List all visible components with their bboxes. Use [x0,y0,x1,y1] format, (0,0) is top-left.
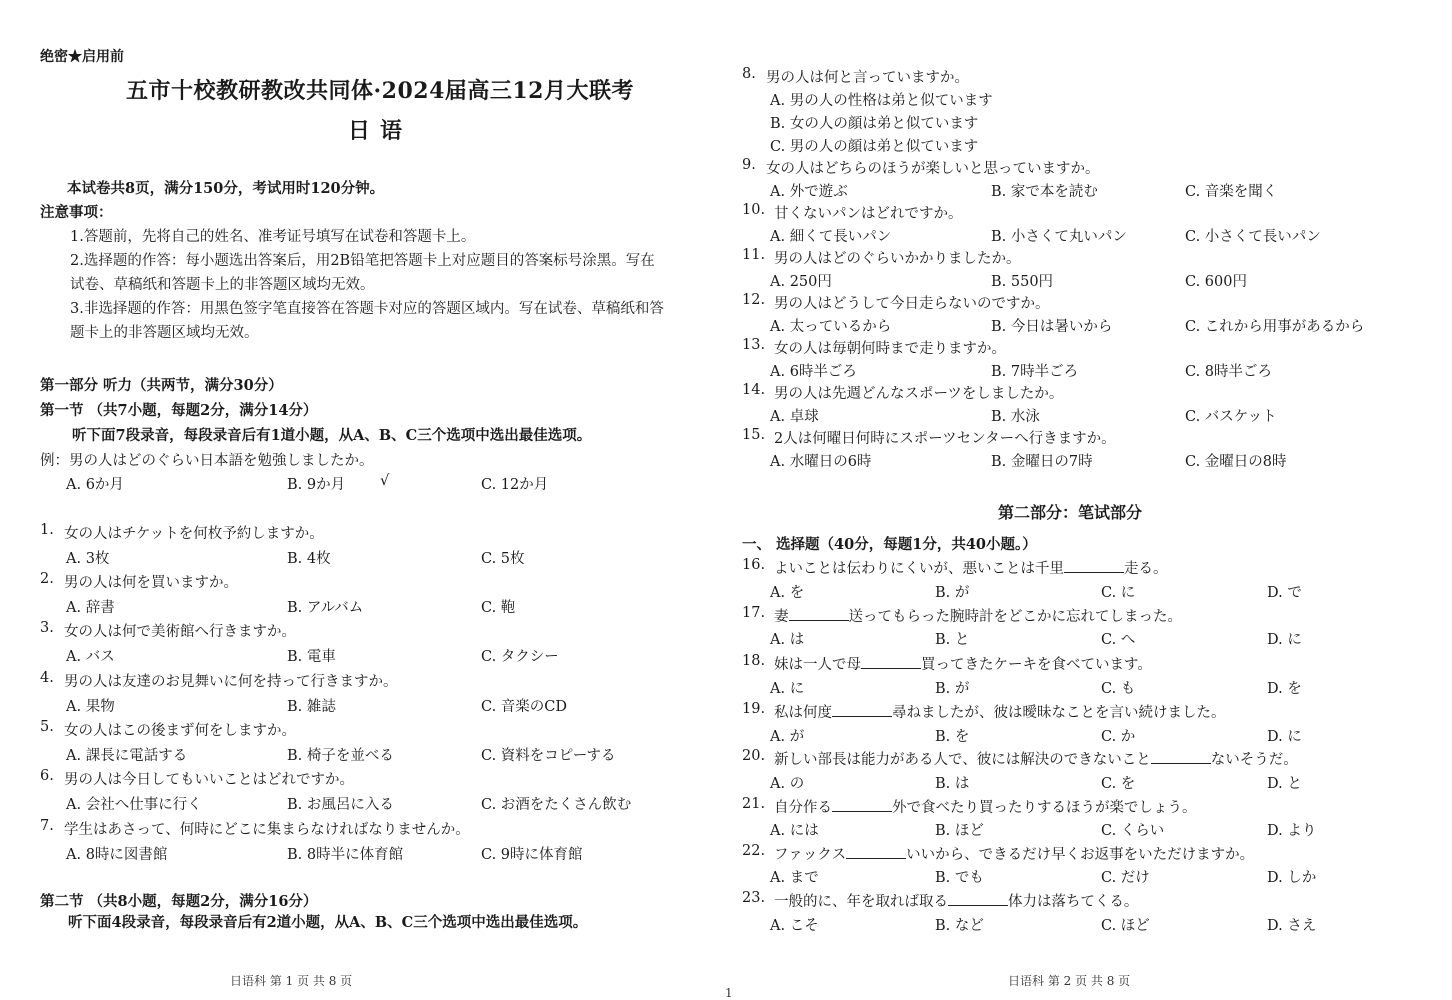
question-text: 男の人は今日してもいいことはどれですか。 [64,772,354,788]
example-question: 例：男の人はどのぐらい日本語を勉強しましたか。 [40,453,374,469]
part1-section2-instruction: 听下面4段录音，每段录音后有2道小题，从A、B、C三个选项中选出最佳选项。 [68,914,588,931]
option-c: C. 鞄 [481,600,516,616]
option-a: A. 太っているから [770,319,892,335]
question-number: 14. [742,382,766,398]
option-b: B. 小さくて丸いパン [991,229,1127,245]
option-a: A. こそ [770,918,819,934]
option-a: A. 辞書 [66,600,115,616]
option-a: A. には [770,823,819,839]
answer-blank [861,656,921,669]
option-a: A. 3枚 [66,551,110,567]
part1-section1-title: 第一节 （共7小题，每题2分，满分14分） [40,402,318,419]
question-text: 私は何度 尋ねましたが、彼は曖昧なことを言い続けました。 [774,705,1226,721]
option-b: B. は [935,776,970,792]
option-a: A. に [770,681,805,697]
question-number: 12. [742,292,766,308]
option-c: C. 8時半ごろ [1185,364,1273,380]
answer-blank [1151,751,1211,764]
question-number: 13. [742,337,766,353]
option-d: D. に [1267,729,1302,745]
question-text: 男の人はどうして今日走らないのですか。 [774,296,1050,312]
option-a: A. が [770,729,805,745]
option-b: B. と [935,632,970,648]
question-number: 3. [40,620,54,636]
option-d: D. さえ [1267,918,1317,934]
option-d: D. より [1267,823,1317,839]
option-b: B. が [935,681,970,697]
page-footer-left: 日语科 第 1 页 共 8 页 [230,974,353,988]
question-text: 新しい部長は能力がある人で、彼には解決のできないこと ないそうだ。 [774,752,1298,768]
option-c: C. ほど [1101,918,1150,934]
question-text: 女の人はチケットを何枚予約しますか。 [64,526,324,542]
option-a: A. 細くて長いパン [770,229,892,245]
question-number: 4. [40,670,54,686]
question-text: よいことは伝わりにくいが、悪いことは千里 走る。 [774,561,1168,577]
question-number: 22. [742,843,766,859]
option-c: C. これから用事があるから [1185,319,1365,335]
option-b: B. 家で本を読む [991,184,1098,200]
question-number: 20. [742,748,766,764]
question-number: 15. [742,427,766,443]
question-text: 妹は一人で母 買ってきたケーキを食べています。 [774,657,1152,673]
question-number: 10. [742,202,766,218]
question-number: 2. [40,571,54,587]
question-number: 8. [742,66,756,82]
option-b: B. お風呂に入る [287,797,394,813]
question-number: 18. [742,653,766,669]
option-b: B. 7時半ごろ [991,364,1079,380]
question-number: 21. [742,796,766,812]
option-a: A. 課長に電話する [66,748,188,764]
option-c: C. も [1101,681,1136,697]
option-b: B. 金曜日の7時 [991,454,1093,470]
option-c: C. か [1101,729,1136,745]
question-number: 1. [40,522,54,538]
option-a: A. 男の人の性格は弟と似ています [770,93,993,109]
question-text: 男の人はどのぐらいかかりましたか。 [774,251,1021,267]
example-option-c: C. 12か月 [481,477,549,493]
part1-section1-instruction: 听下面7段录音，每段录音后有1道小题，从A、B、C三个选项中选出最佳选项。 [72,427,592,444]
question-text: 女の人は何で美術館へ行きますか。 [64,624,296,640]
question-number: 5. [40,719,54,735]
answer-blank [1064,560,1124,573]
option-c: C. 600円 [1185,274,1247,290]
note-2: 2.选择题的作答：每小题选出答案后，用2B铅笔把答题卡上对应题目的答案标号涂黑。写在 [70,253,655,269]
question-number: 11. [742,247,766,263]
page-footer-right: 日语科 第 2 页 共 8 页 [1008,974,1131,988]
answer-blank [832,799,892,812]
option-b: B. ほど [935,823,984,839]
question-text: 妻 送ってもらった腕時計をどこかに忘れてしまった。 [774,609,1182,625]
option-b: B. など [935,918,984,934]
option-b: B. 550円 [991,274,1054,290]
option-b: B. でも [935,870,984,886]
question-text: 自分作る 外で食べたり買ったりするほうが楽でしょう。 [774,800,1197,816]
option-b: B. 女の人の顔は弟と似ています [770,116,979,132]
answer-blank [832,704,892,717]
option-d: D. と [1267,776,1302,792]
check-mark-icon: √ [380,473,390,489]
answer-blank [789,608,849,621]
option-a: A. 果物 [66,699,115,715]
option-a: A. 250円 [770,274,832,290]
option-c: C. 男の人の顔は弟と似ています [770,139,979,155]
question-text: 男の人は友達のお見舞いに何を持って行きますか。 [64,674,398,690]
question-number: 19. [742,701,766,717]
part2-title: 第二部分：笔试部分 [998,503,1143,522]
option-c: C. 金曜日の8時 [1185,454,1287,470]
answer-blank [948,893,1008,906]
question-text: ファックス いいから、できるだけ早くお返事をいただけますか。 [774,847,1255,863]
confidential-label: 绝密★启用前 [40,49,124,65]
option-b: B. 椅子を並べる [287,748,394,764]
option-b: B. を [935,729,970,745]
option-c: C. 小さくて長いパン [1185,229,1321,245]
question-text: 2人は何曜日何時にスポーツセンターへ行きますか。 [774,431,1116,447]
option-a: A. 会社へ仕事に行く [66,797,202,813]
option-b: B. 電車 [287,649,336,665]
question-number: 16. [742,557,766,573]
option-a: A. の [770,776,805,792]
question-number: 23. [742,890,766,906]
option-a: A. 6時半ごろ [770,364,857,380]
question-text: 学生はあさって、何時にどこに集まらなければなりませんか。 [64,822,470,838]
question-text: 一般的に、年を取れば取る 体力は落ちてくる。 [774,894,1139,910]
option-c: C. くらい [1101,823,1165,839]
notes-title: 注意事项： [40,204,113,221]
option-a: A. 外で遊ぶ [770,184,848,200]
option-b: B. が [935,585,970,601]
note-2-cont: 试卷、草稿纸和答题卡上的非答题区域均无效。 [70,277,375,293]
option-b: B. アルバム [287,600,364,616]
option-c: C. バスケット [1185,409,1277,425]
option-c: C. 9時に体育館 [481,847,583,863]
exam-summary: 本试卷共8页，满分150分，考试用时120分钟。 [67,180,385,197]
option-b: B. 水泳 [991,409,1040,425]
option-c: C. だけ [1101,870,1150,886]
option-a: A. 8時に図書館 [66,847,168,863]
subject-title: 日语 [347,118,412,144]
note-3-cont: 题卡上的非答题区域均无效。 [70,325,259,341]
question-text: 男の人は先週どんなスポーツをしましたか。 [774,386,1064,402]
part1-title: 第一部分 听力（共两节，满分30分） [40,377,283,394]
question-text: 女の人はこの後まず何をしますか。 [64,723,296,739]
option-d: D. で [1267,585,1302,601]
note-3: 3.非选择题的作答：用黑色签字笔直接答在答题卡对应的答题区域内。写在试卷、草稿纸和答 [70,301,664,317]
option-c: C. タクシー [481,649,559,665]
question-text: 男の人は何を買いますか。 [64,575,238,591]
option-c: C. お酒をたくさん飲む [481,797,632,813]
option-c: C. 音楽を聞く [1185,184,1278,200]
sheet-number: 1 [725,986,733,1000]
option-b: B. 今日は暑いから [991,319,1113,335]
option-c: C. へ [1101,632,1136,648]
option-a: A. 卓球 [770,409,819,425]
answer-blank [846,846,906,859]
question-text: 女の人はどちらのほうが楽しいと思っていますか。 [766,161,1100,177]
option-c: C. 5枚 [481,551,525,567]
option-c: C. 資料をコピーする [481,748,616,764]
option-c: C. 音楽のCD [481,699,568,715]
example-option-a: A. 6か月 [66,477,124,493]
option-a: A. 水曜日の6時 [770,454,872,470]
question-number: 17. [742,605,766,621]
option-a: A. まで [770,870,819,886]
question-number: 9. [742,157,756,173]
option-b: B. 4枚 [287,551,331,567]
option-a: A. は [770,632,805,648]
part2-section1-title: 一、 选择题（40分，每题1分，共40小题。） [742,536,1037,553]
option-c: C. を [1101,776,1136,792]
question-text: 男の人は何と言っていますか。 [766,70,969,86]
option-a: A. バス [66,649,115,665]
option-d: D. に [1267,632,1302,648]
option-b: B. 雑誌 [287,699,336,715]
note-1: 1.答题前，先将自己的姓名、准考证号填写在试卷和答题卡上。 [70,229,476,245]
part1-section2-title: 第二节 （共8小题，每题2分，满分16分） [40,893,318,910]
question-text: 女の人は毎朝何時まで走りますか。 [774,341,1006,357]
option-a: A. を [770,585,805,601]
exam-title: 五市十校教研教改共同体·2024届高三12月大联考 [125,78,634,104]
question-number: 6. [40,768,54,784]
example-option-b: B. 9か月 [287,477,346,493]
option-c: C. に [1101,585,1136,601]
question-text: 甘くないパンはどれですか。 [774,206,963,222]
option-b: B. 8時半に体育館 [287,847,404,863]
option-d: D. を [1267,681,1302,697]
question-number: 7. [40,818,54,834]
option-d: D. しか [1267,870,1317,886]
